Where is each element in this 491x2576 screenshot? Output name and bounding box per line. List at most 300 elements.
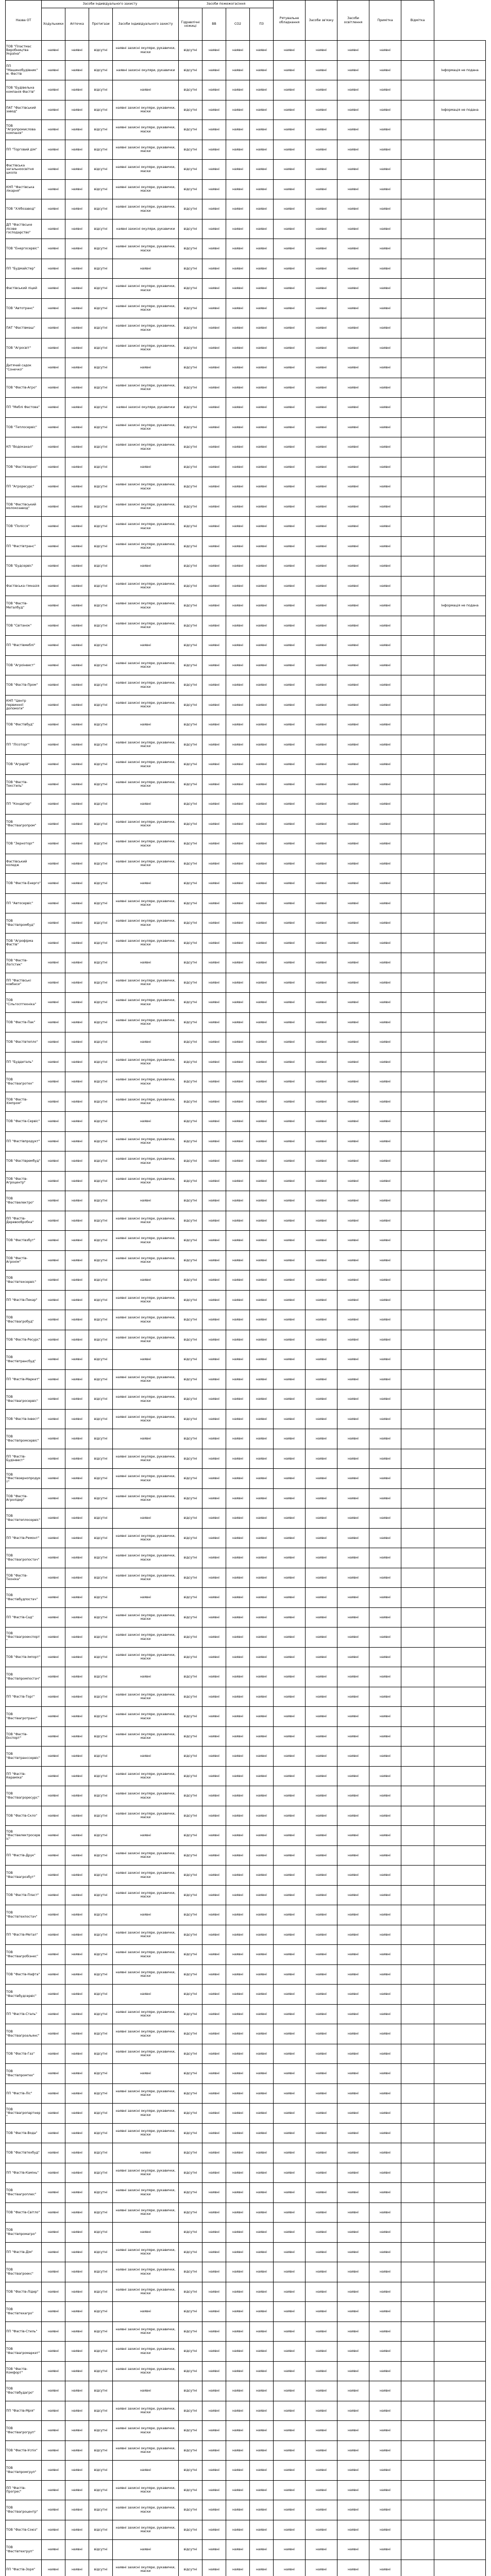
cell-col-2: наявні: [65, 993, 89, 1013]
cell-col-11: наявні: [337, 1905, 369, 1925]
cell-col-1: наявні: [42, 2381, 65, 2401]
cell-org-name: ТОВ "Фастівтехбуд": [6, 2143, 42, 2163]
cell-col-3: відсутні: [89, 874, 113, 894]
cell-col-7: наявні: [226, 2381, 250, 2401]
cell-col-4: наявні захисні окуляри, рукавички, маски: [113, 2321, 179, 2342]
cell-org-name: ТОВ "Фастів-Пласт": [6, 1885, 42, 1905]
cell-col-8: наявні: [250, 755, 274, 775]
cell-col-2: наявні: [65, 160, 89, 180]
cell-col-3: відсутні: [89, 1548, 113, 1568]
cell-col-3: відсутні: [89, 1964, 113, 1985]
cell-col-8: наявні: [250, 814, 274, 834]
cell-col-8: наявні: [250, 1270, 274, 1291]
cell-col-1: наявні: [42, 358, 65, 378]
cell-col-5: відсутні: [179, 259, 202, 279]
table-row: [6, 1488, 486, 1509]
cell-col-6: наявні: [202, 1290, 226, 1310]
cell-col-13: [401, 2024, 434, 2044]
cell-col-14: [434, 298, 486, 318]
cell-col-7: наявні: [226, 2321, 250, 2342]
cell-col-2: наявні: [65, 1985, 89, 2005]
cell-col-8: наявні: [250, 259, 274, 279]
cell-col-2: наявні: [65, 1628, 89, 1648]
cell-col-12: наявні: [369, 2024, 401, 2044]
cell-col-10: наявні: [306, 1350, 337, 1370]
cell-col-9: наявні: [274, 2242, 306, 2262]
cell-col-3: відсутні: [89, 2520, 113, 2540]
header-col-8: ПЗ: [250, 8, 274, 41]
cell-org-name: ТОВ "Фастів-Логістик": [6, 953, 42, 973]
cell-col-9: наявні: [274, 517, 306, 537]
cell-col-14: [434, 1429, 486, 1449]
cell-col-11: наявні: [337, 655, 369, 675]
cell-col-14: [434, 80, 486, 100]
cell-col-13: [401, 556, 434, 577]
cell-col-14: [434, 2104, 486, 2124]
cell-col-11: наявні: [337, 774, 369, 794]
header-col-5: Гідравлічні ножиці: [179, 8, 202, 41]
cell-col-11: наявні: [337, 576, 369, 596]
cell-col-14: Інформація не подана: [434, 60, 486, 80]
cell-col-10: наявні: [306, 834, 337, 854]
cell-col-2: наявні: [65, 1389, 89, 1410]
cell-col-7: наявні: [226, 2083, 250, 2104]
cell-col-9: наявні: [274, 636, 306, 656]
cell-col-6: наявні: [202, 993, 226, 1013]
cell-col-12: наявні: [369, 1369, 401, 1389]
cell-col-10: наявні: [306, 2381, 337, 2401]
cell-col-7: наявні: [226, 814, 250, 834]
cell-col-3: відсутні: [89, 398, 113, 418]
table-row: [6, 199, 486, 219]
table-row: [6, 695, 486, 715]
cell-col-12: наявні: [369, 695, 401, 715]
cell-col-14: [434, 2500, 486, 2520]
cell-col-11: наявні: [337, 100, 369, 120]
cell-col-13: [401, 1488, 434, 1509]
header-name: Назва ОТ: [6, 1, 42, 41]
cell-col-3: відсутні: [89, 199, 113, 219]
cell-col-12: наявні: [369, 1509, 401, 1529]
cell-col-10: наявні: [306, 1726, 337, 1747]
cell-col-14: [434, 1528, 486, 1548]
cell-org-name: ТОВ "Фастівагросервіс": [6, 1389, 42, 1410]
cell-col-4: наявні захисні окуляри, рукавички, маски: [113, 2163, 179, 2183]
cell-col-12: наявні: [369, 437, 401, 457]
cell-col-2: наявні: [65, 1290, 89, 1310]
cell-col-9: наявні: [274, 1250, 306, 1270]
cell-col-3: відсутні: [89, 933, 113, 953]
cell-col-8: наявні: [250, 199, 274, 219]
cell-col-2: наявні: [65, 1588, 89, 1608]
cell-col-13: [401, 1350, 434, 1370]
cell-col-7: наявні: [226, 2540, 250, 2560]
cell-col-13: [401, 457, 434, 477]
cell-col-4: наявні захисні окуляри, рукавички, маски: [113, 1310, 179, 1330]
cell-col-9: наявні: [274, 1429, 306, 1449]
cell-col-5: відсутні: [179, 596, 202, 616]
cell-col-7: наявні: [226, 100, 250, 120]
cell-col-12: наявні: [369, 893, 401, 913]
cell-col-5: відсутні: [179, 1667, 202, 1687]
cell-col-1: наявні: [42, 1131, 65, 1151]
cell-col-13: [401, 2223, 434, 2243]
cell-col-10: наявні: [306, 1509, 337, 1529]
cell-org-name: Дитячий садок "Сонечко": [6, 358, 42, 378]
cell-col-11: наявні: [337, 358, 369, 378]
cell-org-name: ПП "Фастівтранс": [6, 536, 42, 556]
cell-org-name: ПП "Фастів-Метал": [6, 1925, 42, 1945]
cell-col-9: наявні: [274, 774, 306, 794]
cell-org-name: ТОВ "Будівельна компанія Фастів": [6, 80, 42, 100]
cell-col-5: відсутні: [179, 735, 202, 755]
cell-org-name: ТОВ "Фастів-Ресурс": [6, 1330, 42, 1350]
cell-col-9: наявні: [274, 1509, 306, 1529]
cell-col-4: наявні: [113, 2461, 179, 2481]
cell-col-5: відсутні: [179, 279, 202, 299]
cell-col-5: відсутні: [179, 1925, 202, 1945]
cell-col-4: наявні захисні окуляри, рукавички, маски: [113, 1369, 179, 1389]
cell-col-14: [434, 2461, 486, 2481]
cell-col-8: наявні: [250, 675, 274, 696]
cell-col-1: наявні: [42, 2421, 65, 2441]
cell-col-14: [434, 913, 486, 934]
table-row: [6, 2163, 486, 2183]
cell-col-2: наявні: [65, 140, 89, 160]
cell-col-10: наявні: [306, 1072, 337, 1092]
cell-col-1: наявні: [42, 2044, 65, 2064]
cell-col-1: наявні: [42, 199, 65, 219]
cell-col-1: наявні: [42, 1488, 65, 1509]
cell-col-13: [401, 239, 434, 259]
cell-col-14: [434, 1588, 486, 1608]
cell-col-3: відсутні: [89, 616, 113, 636]
cell-col-11: наявні: [337, 398, 369, 418]
table-row: [6, 2202, 486, 2223]
cell-col-2: наявні: [65, 457, 89, 477]
cell-col-14: [434, 1628, 486, 1648]
table-row: [6, 2520, 486, 2540]
cell-col-5: відсутні: [179, 1290, 202, 1310]
cell-col-6: наявні: [202, 814, 226, 834]
cell-org-name: ТОВ "Фастівагрозбут": [6, 1866, 42, 1886]
cell-col-8: наявні: [250, 2202, 274, 2223]
cell-col-7: наявні: [226, 120, 250, 140]
cell-col-12: наявні: [369, 398, 401, 418]
cell-col-13: [401, 60, 434, 80]
cell-col-1: наявні: [42, 2004, 65, 2024]
cell-col-3: відсутні: [89, 854, 113, 874]
cell-col-4: наявні захисні окуляри, рукавички, маски: [113, 1726, 179, 1747]
cell-col-13: [401, 497, 434, 517]
cell-col-2: наявні: [65, 854, 89, 874]
cell-col-1: наявні: [42, 437, 65, 457]
cell-col-3: відсутні: [89, 60, 113, 80]
table-row: [6, 715, 486, 735]
cell-col-13: [401, 437, 434, 457]
cell-col-14: [434, 2321, 486, 2342]
cell-col-2: наявні: [65, 953, 89, 973]
cell-col-3: відсутні: [89, 1290, 113, 1310]
cell-col-3: відсутні: [89, 517, 113, 537]
cell-col-9: наявні: [274, 2143, 306, 2163]
table-row: [6, 1707, 486, 1727]
cell-col-13: [401, 2560, 434, 2576]
table-row: [6, 1885, 486, 1905]
cell-col-3: відсутні: [89, 1766, 113, 1786]
cell-col-9: наявні: [274, 1707, 306, 1727]
cell-org-name: ТОВ "Хлібозавод": [6, 199, 42, 219]
cell-col-5: відсутні: [179, 556, 202, 577]
cell-col-10: наявні: [306, 1052, 337, 1072]
table-row: [6, 2004, 486, 2024]
cell-col-2: наявні: [65, 1270, 89, 1291]
cell-col-12: наявні: [369, 1092, 401, 1112]
cell-col-9: наявні: [274, 2083, 306, 2104]
cell-col-4: наявні захисні окуляри, рукавички, маски: [113, 1488, 179, 1509]
cell-col-10: наявні: [306, 1786, 337, 1806]
table-row: [6, 2044, 486, 2064]
cell-col-6: наявні: [202, 1707, 226, 1727]
table-row: [6, 1389, 486, 1410]
cell-col-10: наявні: [306, 80, 337, 100]
cell-col-9: наявні: [274, 1270, 306, 1291]
table-row: [6, 933, 486, 953]
cell-col-11: наявні: [337, 477, 369, 497]
cell-col-6: наявні: [202, 973, 226, 993]
cell-col-14: [434, 398, 486, 418]
cell-col-3: відсутні: [89, 1628, 113, 1648]
cell-col-4: наявні захисні окуляри, рукавички, маски: [113, 1131, 179, 1151]
cell-org-name: ТОВ "Фастів-Комфорт": [6, 2361, 42, 2381]
cell-col-9: наявні: [274, 160, 306, 180]
cell-col-10: наявні: [306, 1945, 337, 1965]
cell-org-name: ТОВ "Фастів-Пром": [6, 675, 42, 696]
cell-col-6: наявні: [202, 298, 226, 318]
cell-org-name: ТОВ "Фастів-Успіх": [6, 2441, 42, 2461]
cell-col-2: наявні: [65, 2064, 89, 2084]
cell-col-2: наявні: [65, 1866, 89, 1886]
cell-col-6: наявні: [202, 1231, 226, 1251]
cell-col-14: [434, 834, 486, 854]
cell-col-4: наявні захисні окуляри, рукавички, маски: [113, 993, 179, 1013]
table-row: [6, 1568, 486, 1588]
cell-col-7: наявні: [226, 239, 250, 259]
cell-col-1: наявні: [42, 140, 65, 160]
cell-col-12: наявні: [369, 2183, 401, 2203]
cell-col-2: наявні: [65, 239, 89, 259]
cell-col-5: відсутні: [179, 1151, 202, 1172]
cell-col-14: [434, 556, 486, 577]
table-row: [6, 1231, 486, 1251]
cell-col-14: [434, 1330, 486, 1350]
table-row: [6, 1786, 486, 1806]
cell-col-9: наявні: [274, 1588, 306, 1608]
cell-col-12: наявні: [369, 814, 401, 834]
cell-col-3: відсутні: [89, 80, 113, 100]
cell-col-8: наявні: [250, 1429, 274, 1449]
cell-col-6: наявні: [202, 1628, 226, 1648]
cell-col-14: [434, 814, 486, 834]
cell-col-1: наявні: [42, 556, 65, 577]
cell-col-8: наявні: [250, 2401, 274, 2421]
cell-col-7: наявні: [226, 1905, 250, 1925]
cell-col-14: [434, 1369, 486, 1389]
cell-col-8: наявні: [250, 893, 274, 913]
cell-col-9: наявні: [274, 1310, 306, 1330]
cell-col-7: наявні: [226, 1151, 250, 1172]
cell-col-4: наявні захисні окуляри, рукавички, маски: [113, 596, 179, 616]
cell-col-9: наявні: [274, 893, 306, 913]
cell-col-13: [401, 576, 434, 596]
cell-col-14: [434, 2262, 486, 2282]
cell-org-name: ТОВ "Фастів-Вода": [6, 2123, 42, 2143]
cell-col-10: наявні: [306, 596, 337, 616]
cell-col-10: наявні: [306, 1330, 337, 1350]
cell-org-name: ПП "Фастів-Торг": [6, 1687, 42, 1707]
cell-col-1: наявні: [42, 1747, 65, 1767]
cell-col-13: [401, 477, 434, 497]
cell-col-9: наявні: [274, 457, 306, 477]
cell-org-name: ТОВ "Фастів-Металбуд": [6, 596, 42, 616]
table-row: [6, 358, 486, 378]
cell-col-14: [434, 874, 486, 894]
cell-col-8: наявні: [250, 437, 274, 457]
table-row: [6, 2104, 486, 2124]
cell-col-7: наявні: [226, 1191, 250, 1211]
cell-col-1: наявні: [42, 2183, 65, 2203]
cell-col-9: наявні: [274, 378, 306, 398]
cell-org-name: ТОВ "Фастівелектро": [6, 1191, 42, 1211]
cell-col-4: наявні захисні окуляри, рукавички, маски: [113, 695, 179, 715]
cell-col-4: наявні захисні окуляри, рукавички, маски: [113, 2282, 179, 2302]
cell-col-8: наявні: [250, 1707, 274, 1727]
cell-col-8: наявні: [250, 874, 274, 894]
cell-col-1: наявні: [42, 2064, 65, 2084]
cell-col-2: наявні: [65, 1310, 89, 1330]
cell-col-11: наявні: [337, 1171, 369, 1191]
cell-col-6: наявні: [202, 2401, 226, 2421]
cell-col-13: [401, 1786, 434, 1806]
cell-col-13: [401, 933, 434, 953]
cell-col-7: наявні: [226, 140, 250, 160]
cell-col-4: наявні: [113, 358, 179, 378]
cell-col-11: наявні: [337, 1726, 369, 1747]
cell-col-8: наявні: [250, 655, 274, 675]
cell-col-14: [434, 774, 486, 794]
table-body: [6, 41, 486, 2576]
cell-col-3: відсутні: [89, 636, 113, 656]
cell-col-5: відсутні: [179, 1350, 202, 1370]
cell-col-8: наявні: [250, 1905, 274, 1925]
cell-col-8: наявні: [250, 2321, 274, 2342]
cell-col-2: наявні: [65, 1112, 89, 1132]
cell-col-6: наявні: [202, 1607, 226, 1628]
table-row: [6, 1369, 486, 1389]
cell-col-13: [401, 893, 434, 913]
cell-col-11: наявні: [337, 675, 369, 696]
cell-org-name: ТОВ "Фастів-Лідер": [6, 2282, 42, 2302]
cell-col-11: наявні: [337, 2480, 369, 2500]
cell-col-14: [434, 953, 486, 973]
cell-col-10: наявні: [306, 2143, 337, 2163]
cell-col-6: наявні: [202, 398, 226, 418]
cell-col-14: [434, 1509, 486, 1529]
cell-col-9: наявні: [274, 1647, 306, 1667]
cell-org-name: ТОВ "Фастівбуд": [6, 715, 42, 735]
cell-col-13: [401, 298, 434, 318]
cell-col-5: відсутні: [179, 1171, 202, 1191]
cell-col-5: відсутні: [179, 477, 202, 497]
cell-org-name: ТОВ "Фастівський молокозавод": [6, 497, 42, 517]
cell-col-3: відсутні: [89, 2302, 113, 2322]
header-col-6: ВВ: [202, 8, 226, 41]
cell-col-14: [434, 1607, 486, 1628]
cell-col-1: наявні: [42, 655, 65, 675]
table-row: [6, 893, 486, 913]
cell-col-14: [434, 1052, 486, 1072]
cell-col-9: наявні: [274, 1290, 306, 1310]
cell-col-12: наявні: [369, 477, 401, 497]
cell-col-12: наявні: [369, 2421, 401, 2441]
cell-col-3: відсутні: [89, 100, 113, 120]
cell-col-12: наявні: [369, 715, 401, 735]
cell-col-5: відсутні: [179, 2143, 202, 2163]
cell-col-11: наявні: [337, 1191, 369, 1211]
cell-col-11: наявні: [337, 2163, 369, 2183]
cell-col-10: наявні: [306, 1628, 337, 1648]
cell-col-6: наявні: [202, 1726, 226, 1747]
cell-col-7: наявні: [226, 2461, 250, 2481]
table-row: [6, 814, 486, 834]
cell-col-13: [401, 1131, 434, 1151]
cell-col-9: наявні: [274, 358, 306, 378]
cell-col-6: наявні: [202, 616, 226, 636]
cell-col-5: відсутні: [179, 794, 202, 815]
cell-col-7: наявні: [226, 2480, 250, 2500]
cell-col-4: наявні захисні окуляри, рукавички, маски: [113, 893, 179, 913]
cell-col-4: наявні захисні окуляри, рукавички, маски: [113, 814, 179, 834]
cell-col-13: [401, 1369, 434, 1389]
cell-col-13: [401, 1588, 434, 1608]
table-row: [6, 477, 486, 497]
cell-col-3: відсутні: [89, 1469, 113, 1489]
cell-col-5: відсутні: [179, 457, 202, 477]
cell-col-9: наявні: [274, 1905, 306, 1925]
cell-col-2: наявні: [65, 1231, 89, 1251]
cell-col-3: відсутні: [89, 1429, 113, 1449]
cell-col-10: наявні: [306, 2520, 337, 2540]
cell-col-4: наявні захисні окуляри, рукавички, маски: [113, 1707, 179, 1727]
cell-col-2: наявні: [65, 2342, 89, 2362]
cell-col-10: наявні: [306, 279, 337, 299]
cell-col-5: відсутні: [179, 913, 202, 934]
cell-col-6: наявні: [202, 715, 226, 735]
cell-col-4: наявні захисні окуляри, рукавички, маски: [113, 933, 179, 953]
cell-col-12: наявні: [369, 120, 401, 140]
cell-col-1: наявні: [42, 2500, 65, 2520]
cell-col-11: наявні: [337, 596, 369, 616]
cell-col-12: наявні: [369, 1330, 401, 1350]
cell-col-11: наявні: [337, 279, 369, 299]
cell-col-7: наявні: [226, 2421, 250, 2441]
cell-col-9: наявні: [274, 1885, 306, 1905]
cell-col-4: наявні захисні окуляри, рукавички, маски: [113, 2202, 179, 2223]
cell-col-10: наявні: [306, 1131, 337, 1151]
cell-col-11: наявні: [337, 1568, 369, 1588]
table-row: [6, 755, 486, 775]
cell-col-11: наявні: [337, 1270, 369, 1291]
